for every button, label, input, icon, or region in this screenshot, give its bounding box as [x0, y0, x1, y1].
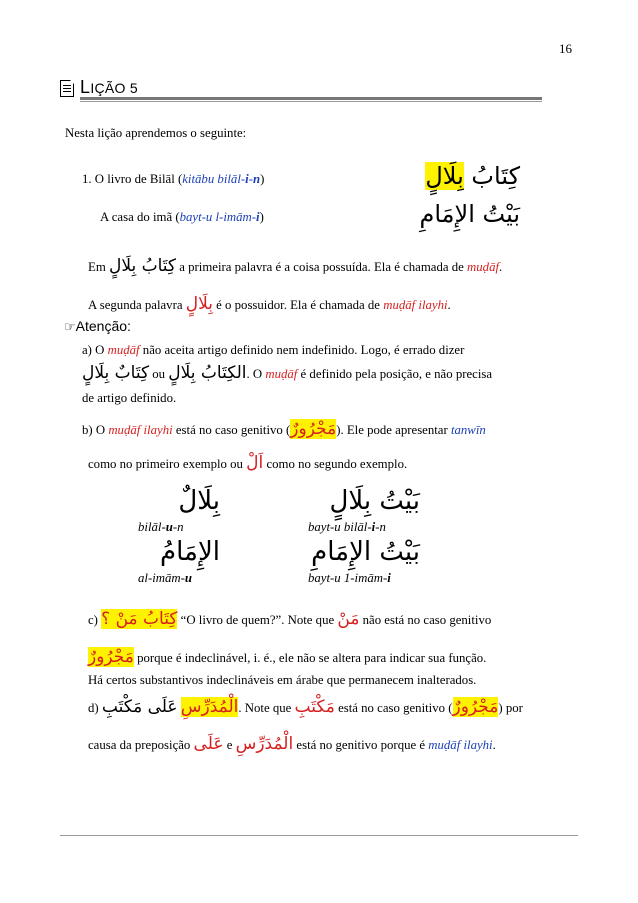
- paragraph-a-line2: كِتَابٌ بِلَالٍ ou الكِتَابُ بِلَالٍ. O muḍāf é definido pela posição, e não precisa: [82, 363, 493, 383]
- example-2-text: A casa do imã (bayt-u l-imām-i): [100, 210, 264, 224]
- pointing-hand-icon: ☞: [64, 320, 76, 335]
- table-r2-left: bilāl-u-n: [138, 520, 184, 534]
- table-r3-left-arabic: الإِمَامُ: [160, 537, 220, 567]
- paragraph-a-line3: de artigo definido.: [82, 391, 177, 405]
- paragraph-c-line1: c) كِتَابُ مَنْ ؟ “O livro de quem?”. Note que مَنْ não está no caso genitivo: [88, 609, 492, 629]
- example-1-arabic: كِتَابُ بِلَالٍ: [425, 162, 520, 190]
- paragraph-b-line2: como no primeiro exemplo ou اَلْ como no segundo exemplo.: [88, 453, 408, 473]
- paragraph-d-line2: causa da preposição عَلَى e الْمُدَرِّسِ está no genitivo porque é muḍāf ilayhi.: [88, 734, 496, 754]
- example-1-text: 1. O livro de Bilāl (kitābu bilāl-i-n): [82, 172, 265, 186]
- paragraph-a-line1: a) O muḍāf não aceita artigo definido nem indefinido. Logo, é errado dizer: [82, 343, 465, 357]
- paragraph-mudaf-ilayhi: A segunda palavra بِلَالٍ é o possuidor. Ela é chamada de muḍāf ilayhi.: [88, 294, 451, 314]
- example-2-arabic: بَيْتُ الإِمَامِ: [419, 200, 520, 228]
- lesson-title: LIÇÃO 5: [80, 77, 139, 97]
- paragraph-d-line1: d) عَلَى مَكْتَبِ الْمُدَرِّسِ. Note que مَكْتَبِ está no caso genitivo (مَجْرُورٌ) por: [88, 697, 523, 717]
- paragraph-b-line1: b) O muḍāf ilayhi está no caso genitivo (مَجْرُورٌ). Ele pode apresentar tanwīn: [82, 419, 486, 439]
- page-number: 16: [559, 41, 572, 56]
- document-icon: [60, 80, 74, 97]
- table-r1-right-arabic: بَيْتُ بِلَالٍ: [329, 486, 420, 516]
- intro-text: Nesta lição aprendemos o seguinte:: [65, 126, 247, 140]
- footer-rule: [60, 835, 578, 836]
- paragraph-c-line3: Há certos substantivos indeclináveis em árabe que permanecem inalterados.: [88, 673, 477, 687]
- title-rule: [80, 97, 542, 100]
- table-r1-left-arabic: بِلَالٌ: [178, 486, 220, 516]
- table-r4-left: al-imām-u: [138, 571, 193, 585]
- table-r4-right: bayt-u 1-imām-i: [308, 571, 391, 585]
- table-r2-right: bayt-u bilāl-i-n: [308, 520, 386, 534]
- attention-heading: ☞Atenção:: [64, 318, 131, 335]
- table-r3-right-arabic: بَيْتُ الإِمَامِ: [311, 537, 420, 567]
- paragraph-c-line2: مَجْرُورٌ porque é indeclinável, i. é., ele não se altera para indicar sua função.: [88, 647, 487, 667]
- paragraph-mudaf: Em كِتَابُ بِلَالٍ a primeira palavra é a coisa possuída. Ela é chamada de muḍāf.: [88, 256, 503, 276]
- title-rule-thin: [80, 101, 542, 102]
